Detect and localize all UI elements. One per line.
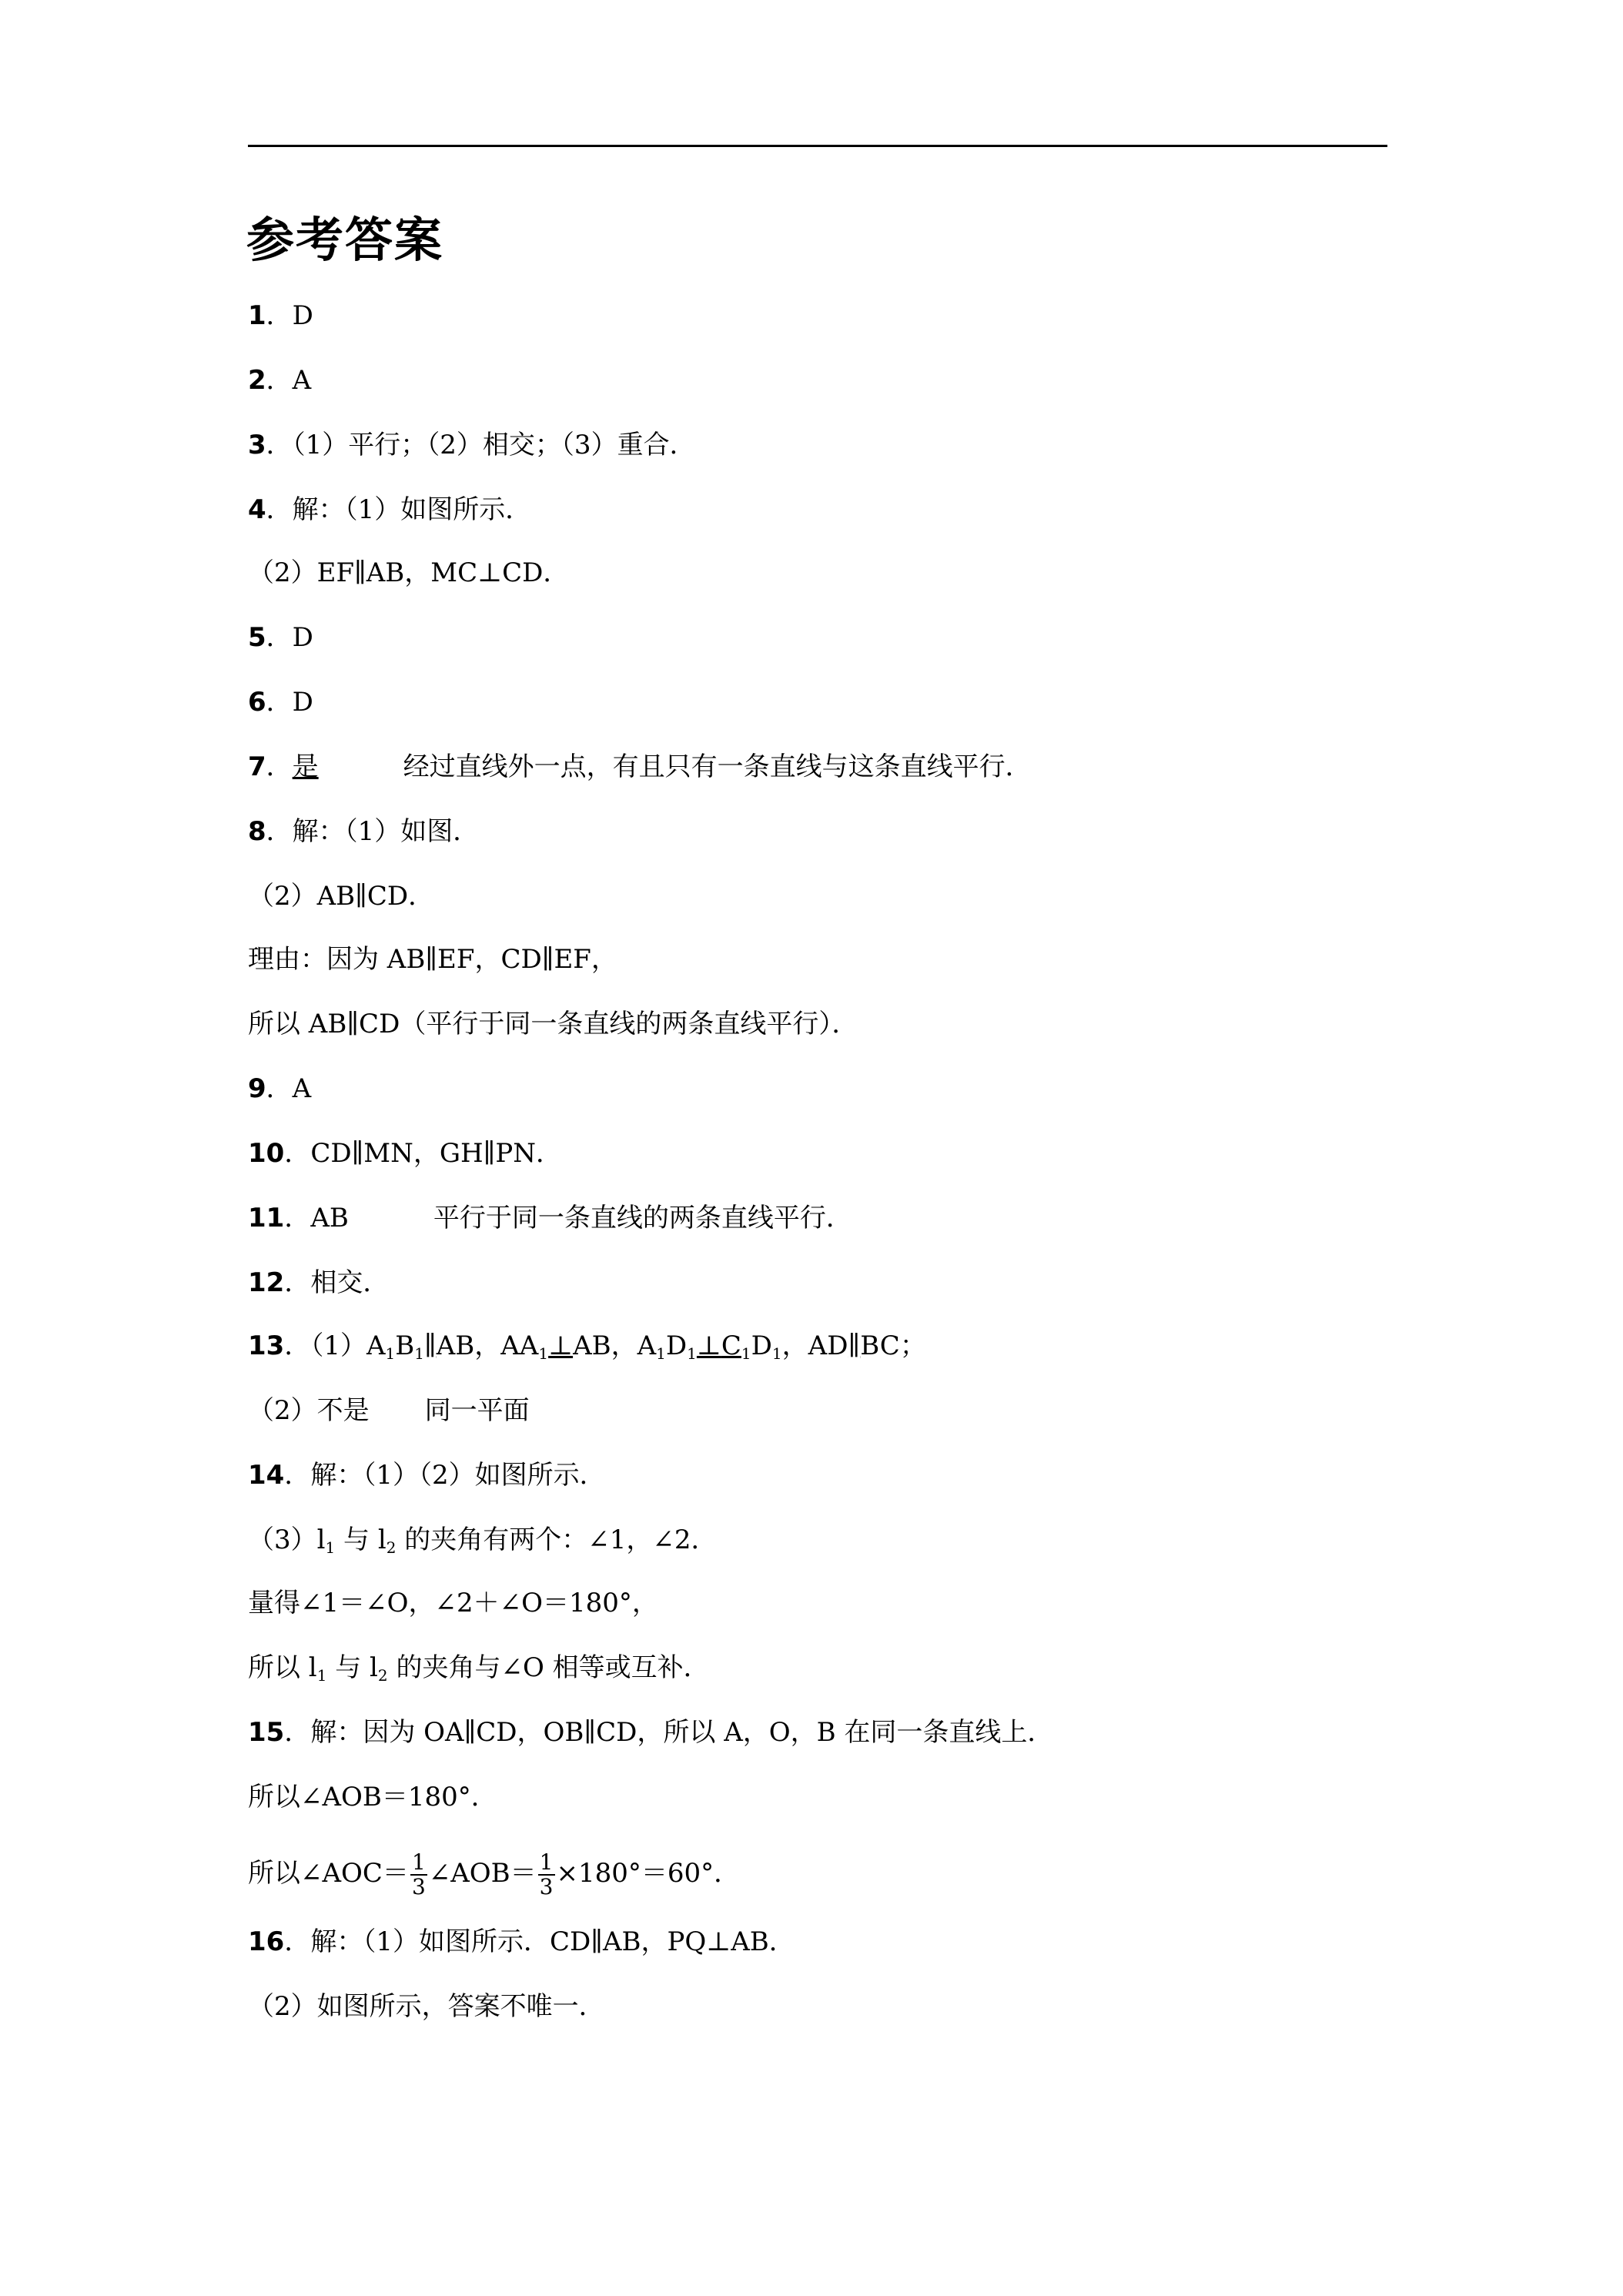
answer-14: 14．解：（1）（2）如图所示．	[248, 1460, 606, 1491]
answer-2: 2．A	[248, 365, 312, 396]
question-number: 13	[248, 1330, 285, 1361]
question-number: 1	[248, 300, 266, 331]
question-number: 10	[248, 1138, 285, 1169]
answer-8-conclusion: 所以 AB∥CD（平行于同一条直线的两条直线平行）．	[248, 1009, 858, 1039]
question-number: 4	[248, 494, 266, 525]
answer-16-part2: （2）如图所示，答案不唯一．	[248, 1991, 605, 2022]
answer-3: 3．（1）平行；（2）相交；（3）重合．	[248, 430, 696, 460]
answer-8-reason: 理由：因为 AB∥EF，CD∥EF，	[248, 944, 617, 975]
answer-9: 9．A	[248, 1073, 312, 1104]
header-rule	[248, 145, 1387, 147]
answer-8-part2: （2）AB∥CD．	[248, 881, 435, 912]
question-number: 5	[248, 622, 266, 653]
answer-1: 1．D	[248, 300, 313, 331]
answer-5: 5．D	[248, 622, 313, 653]
answer-14-measure: 量得∠1＝∠O，∠2＋∠O＝180°，	[248, 1588, 658, 1618]
question-number: 3	[248, 430, 266, 460]
answer-14-part3: $(3)l_1$ 与 $l_2$ 的夹角有两个：∠1，∠2．	[248, 1525, 718, 1557]
answer-13: 13．$(1)A_1B_1\parallel AB$，$AA_1\perp AB$，$A_1D_1\perp C_1D_1$，AD∥BC；	[248, 1330, 926, 1363]
question-number: 9	[248, 1073, 266, 1104]
answer-4-part2: （2）EF∥AB，MC⊥CD．	[248, 557, 570, 588]
answer-16: 16．解：（1）如图所示．CD∥AB，PQ⊥AB．	[248, 1926, 795, 1957]
question-number: 16	[248, 1926, 285, 1957]
reason: 经过直线外一点，有且只有一条直线与这条直线平行．	[403, 751, 1032, 782]
question-number: 6	[248, 687, 266, 718]
question-number: 15	[248, 1717, 285, 1748]
answer-8: 8．解：（1）如图．	[248, 816, 480, 847]
page-title: 参考答案	[246, 212, 444, 268]
answer-11: 11．AB 平行于同一条直线的两条直线平行．	[248, 1203, 852, 1233]
fraction-one-third: $\frac{1}{3}$	[539, 1849, 554, 1899]
fill-in-answer: 是	[292, 751, 319, 782]
question-number: 11	[248, 1203, 285, 1233]
reason: 平行于同一条直线的两条直线平行．	[433, 1203, 852, 1233]
answer-12: 12．相交．	[248, 1267, 390, 1298]
question-number: 14	[248, 1460, 285, 1491]
answer-15-step2: 所以∠AOB＝180°．	[248, 1782, 497, 1812]
question-number: 2	[248, 365, 266, 396]
answer-7: 7．是 经过直线外一点，有且只有一条直线与这条直线平行．	[248, 751, 1032, 782]
answer-15-step3: 所以∠AOC＝ $\frac{1}{3}$ ∠AOB＝ $\frac{1}{3}$ ×180°＝60°．	[248, 1849, 741, 1899]
question-number: 8	[248, 816, 266, 847]
answer-14-conclusion: 所以 $l_1$ 与 $l_2$ 的夹角与∠O 相等或互补．	[248, 1652, 710, 1685]
fill-in-answer: AB	[310, 1203, 349, 1233]
answer-6: 6．D	[248, 687, 313, 718]
answer-10: 10．CD∥MN，GH∥PN．	[248, 1138, 563, 1169]
answer-15: 15．解：因为 OA∥CD，OB∥CD，所以 A，O，B 在同一条直线上．	[248, 1717, 1054, 1748]
answer-13-part2: （2）不是 同一平面	[248, 1395, 530, 1426]
fraction-one-third: $\frac{1}{3}$	[411, 1849, 426, 1899]
answer-4: 4．解：（1）如图所示．	[248, 494, 532, 525]
question-number: 7	[248, 751, 266, 782]
question-number: 12	[248, 1267, 285, 1298]
